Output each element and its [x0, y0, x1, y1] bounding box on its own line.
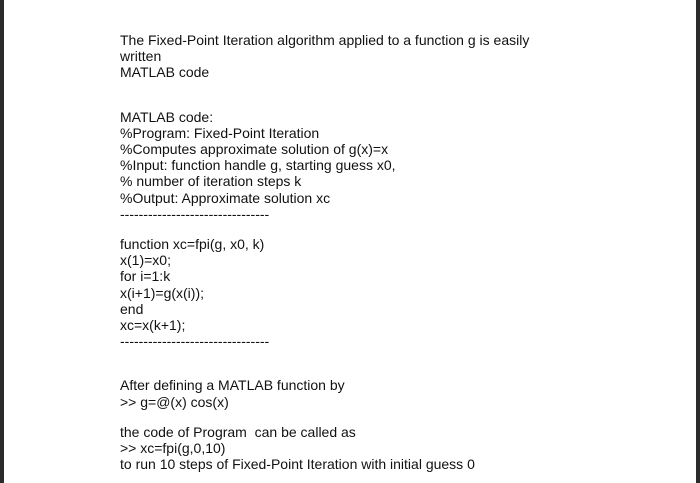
code-heading: MATLAB code:	[120, 108, 214, 125]
code-line: end	[120, 300, 144, 317]
comment-line: %Output: Approximate solution xc	[120, 189, 331, 206]
code-line: x(1)=x0;	[120, 252, 171, 269]
call-text: the code of Program can be called as	[120, 423, 356, 440]
run-text: to run 10 steps of Fixed-Point Iteration with initial guess 0	[120, 456, 475, 473]
spacer	[120, 222, 590, 236]
intro-line-2: written	[120, 48, 162, 65]
comment-line: %Input: function handle g, starting guess x0,	[120, 157, 396, 174]
comment-line: % number of iteration steps k	[120, 173, 302, 190]
spacer	[120, 81, 590, 109]
document-body	[120, 32, 590, 472]
intro-line-3: MATLAB code	[120, 64, 210, 81]
right-border	[696, 0, 700, 483]
comment-line: %Computes approximate solution of g(x)=x	[120, 141, 389, 158]
code-line: xc=x(k+1);	[120, 317, 186, 334]
spacer	[120, 349, 590, 377]
separator-top: --------------------------------	[120, 205, 270, 222]
spacer	[120, 410, 590, 424]
intro-line-1: The Fixed-Point Iteration algorithm applied to a function g is easily	[120, 32, 530, 48]
define-command: >> g=@(x) cos(x)	[120, 393, 229, 410]
left-border	[0, 0, 4, 483]
separator-bottom: --------------------------------	[120, 333, 270, 350]
code-line: x(i+1)=g(x(i));	[120, 284, 205, 301]
comment-line: %Program: Fixed-Point Iteration	[120, 124, 320, 141]
define-text: After defining a MATLAB function by	[120, 377, 345, 394]
code-line: for i=1:k	[120, 268, 171, 285]
code-line: function xc=fpi(g, x0, k)	[120, 236, 265, 253]
call-command: >> xc=fpi(g,0,10)	[120, 440, 226, 457]
